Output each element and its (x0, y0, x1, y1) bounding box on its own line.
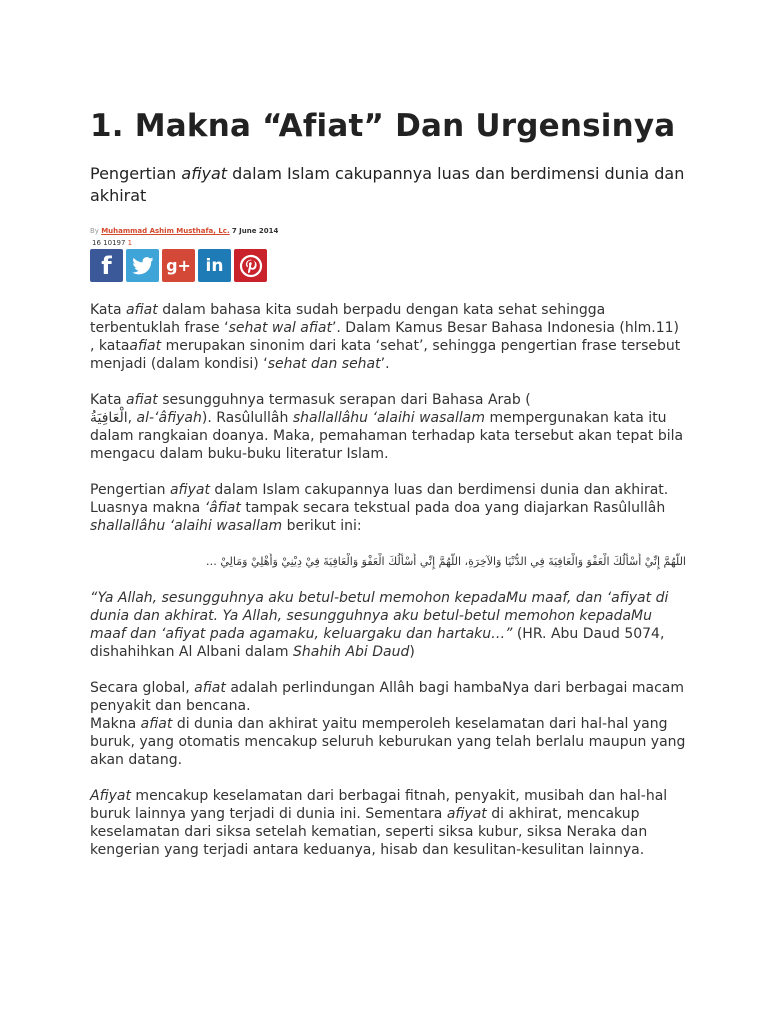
twitter-share-button[interactable] (126, 249, 159, 282)
share-bar (90, 249, 270, 282)
linkedin-share-button[interactable] (198, 249, 231, 282)
pinterest-icon (239, 254, 263, 278)
paragraph-5: Makna afiat di dunia dan akhirat yaitu memperoleh keselamatan dari hal-hal yang buruk, yang otomatis mencakup seluruh keburukan yang telah berlalu maupun yang akan datang. (90, 716, 686, 768)
subtitle-emphasis: afiyat (181, 164, 228, 183)
hadith-translation: “Ya Allah, sesungguhnya aku betul-betul memohon kepadaMu maaf, dan ‘afiyat di dunia dan akhirat. Ya Allah, sesungguhnya aku betul-betul memohon kepadaMu maaf dan ‘afiyat pada agamaku, keluargaku dan hartaku…” (HR. Abu Daud 5074, dishahihkan Al Albani dalam Shahih Abi Daud) (90, 590, 669, 660)
article-subtitle (90, 163, 690, 207)
paragraph-6: Afiyat mencakup keselamatan dari berbagai fitnah, penyakit, musibah dan hal-hal buruk lainnya yang terjadi di dunia ini. Sementara afiyat di akhirat, mencakup keselamatan dari siksa setelah kematian, seperti siksa kubur, siksa Neraka dan kengerian yang terjadi antara keduanya, hisab dan kesulitan-kesulitan lainnya. (90, 788, 668, 858)
count-a: 16 (92, 239, 101, 247)
google-plus-icon: g+ (166, 256, 191, 275)
count-b: 10197 (103, 239, 126, 247)
twitter-icon (132, 257, 154, 275)
facebook-icon: f (101, 251, 112, 280)
pinterest-share-button[interactable] (234, 249, 267, 282)
linkedin-icon: in (205, 255, 224, 276)
google-plus-share-button[interactable] (162, 249, 195, 282)
article-title: 1. Makna “Afiat” Dan Urgensinya (90, 108, 676, 144)
author-link[interactable]: Muhammad Ashim Musthafa, Lc. (101, 227, 230, 235)
byline-by: By (90, 227, 99, 235)
count-c[interactable]: 1 (127, 239, 133, 247)
paragraph-2: Kata afiat sesungguhnya termasuk serapan dari Bahasa Arab ( الْعَافِيَةُ, al-‘âfiyah). Rasûlullâh shallallâhu ‘alaihi wasallam mempergunakan kata itu dalam rangkaian doanya. Maka, pemahaman terhadap kata tersebut akan tepat bila mengacu dalam buku-buku literatur Islam. (90, 392, 684, 462)
facebook-share-button[interactable] (90, 249, 123, 282)
paragraph-3: Pengertian afiyat dalam Islam cakupannya luas dan berdimensi dunia dan akhirat. Luasnya makna ‘âfiat tampak secara tekstual pada doa yang diajarkan Rasûlullâh shallallâhu ‘alaihi wasallam berikut ini: (90, 482, 669, 534)
subtitle-text: Pengertian (90, 164, 182, 183)
subtitle-text-rest: dalam Islam cakupannya luas dan berdimensi dunia dan akhirat (90, 164, 685, 205)
share-counts (92, 239, 132, 247)
publish-date: 7 June 2014 (231, 227, 279, 235)
paragraph-4: Secara global, afiat adalah perlindungan Allâh bagi hambaNya dari berbagai macam penyakit dan bencana. (90, 680, 685, 714)
article-body (90, 301, 686, 877)
arabic-prayer: اللَّهُمَّ إِنِّيْ أَسْأَلُكَ الْعَفْوَ وَالْعَافِيَةَ فِي الدُّنْيَا وَالآخِرَةِ، اللَّهُمَّ إِنِّي أَسْأَلُكَ الْعَفْوَ وَالْعَافِيَةَ فِيْ دِيْنِيْ وَأَهْلِيْ وَمَالِيْ … (205, 555, 686, 568)
paragraph-1: Kata afiat dalam bahasa kita sudah berpadu dengan kata sehat sehingga terbentuklah frase ‘sehat wal afiat’. Dalam Kamus Besar Bahasa Indonesia (hlm.11) , kataafiat merupakan sinonim dari kata ‘sehat’, sehingga pengertian frase tersebut menjadi (dalam kondisi) ‘sehat dan sehat’. (90, 302, 681, 372)
article-byline (90, 227, 278, 235)
